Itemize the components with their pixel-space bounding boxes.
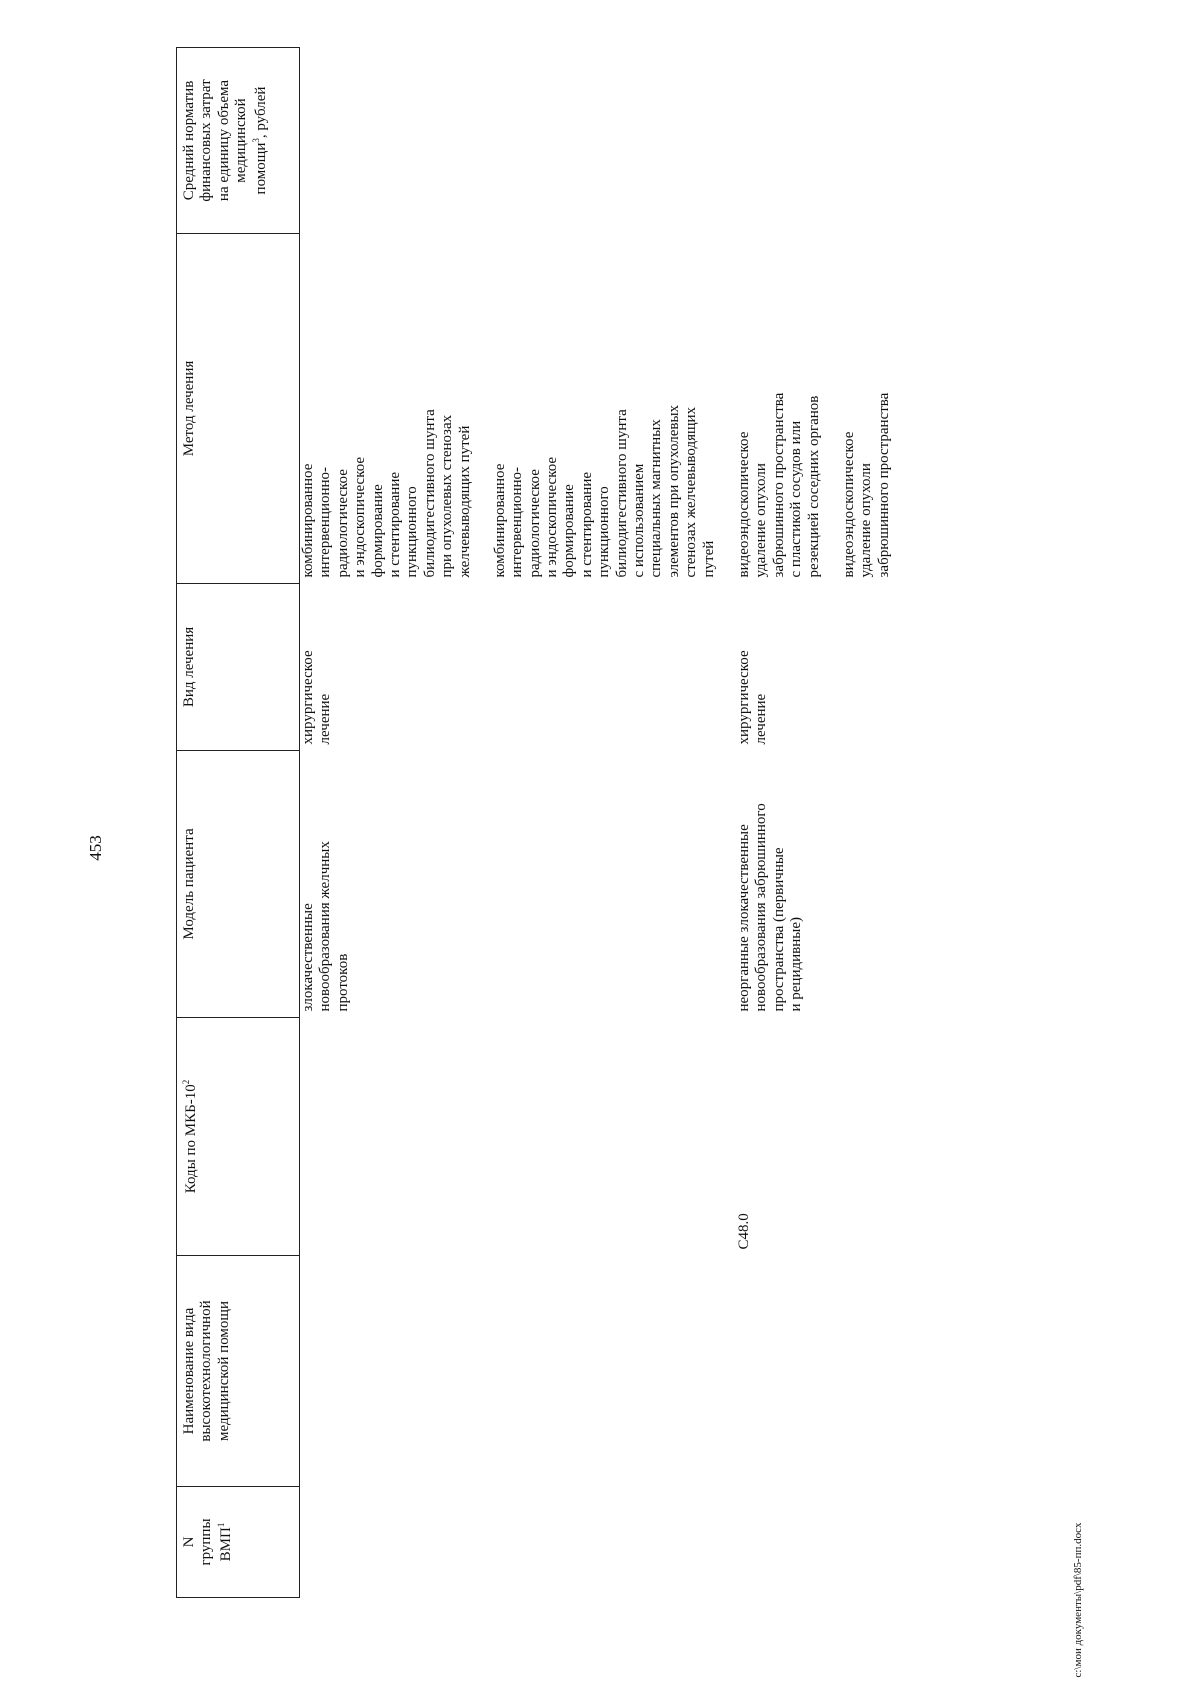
cell-name bbox=[736, 1256, 911, 1487]
header-group-no: N группы ВМП$^1$ bbox=[177, 1487, 300, 1598]
cell-codes bbox=[300, 1018, 736, 1256]
cell-model: неорганные злокачественные новообразования забрюшинного пространства (первичные и рецидивные) bbox=[735, 803, 805, 1012]
method-item: комбинированное интервенционно- радиологическое и эндоскопическое формирование и стентирование пункционного билиодигестивного шунта при опухолевых стенозах желчевыводящих путей bbox=[300, 409, 473, 578]
table-row bbox=[736, 48, 911, 1598]
table-header-row bbox=[177, 48, 300, 1598]
cell-type: хирургическое лечение bbox=[300, 650, 334, 745]
footer-file-path: c:\мои документы\pdf\85-пп.docx bbox=[1072, 1522, 1084, 1678]
cell-method bbox=[300, 234, 736, 584]
header-method: Метод лечения bbox=[177, 234, 300, 584]
method-item: видеоэндоскопическое удаление опухоли забрюшинного пространства с пластикой сосудов или резекцией соседних органов bbox=[735, 392, 822, 578]
header-codes: Коды по МКБ-$10^2$ bbox=[177, 1018, 300, 1256]
header-cost: Средний норматив финансовых затрат на единицу объема медицинской помощи$^3$, рублей bbox=[177, 48, 300, 234]
table-row bbox=[300, 48, 736, 1598]
cell-method bbox=[736, 234, 911, 584]
cell-group-no bbox=[736, 1487, 911, 1598]
cell-group-no bbox=[300, 1487, 736, 1598]
cell-type: хирургическое лечение bbox=[735, 650, 770, 745]
method-item: комбинированное интервенционно- радиологическое и эндоскопическое формирование и стентирование пункционного билиодигестивного шунта с использованием специальных магнитных элементов при опухолевых стенозах желчевыводящих путей bbox=[491, 404, 717, 578]
method-item: видеоэндоскопическое удаление опухоли забрюшинного пространства bbox=[840, 392, 892, 578]
header-type: Вид лечения bbox=[177, 584, 300, 751]
header-model: Модель пациента bbox=[177, 751, 300, 1018]
page-number: 453 bbox=[86, 835, 105, 861]
cell-cost bbox=[736, 48, 911, 234]
cell-cost bbox=[300, 48, 736, 234]
vmp-table bbox=[176, 47, 911, 1598]
rotated-table-container bbox=[176, 48, 1200, 1598]
cell-name bbox=[300, 1256, 736, 1487]
cell-model: злокачественные новообразования желчных протоков bbox=[300, 841, 351, 1012]
cell-codes: C48.0 bbox=[735, 1213, 752, 1250]
header-name: Наименование вида высокотехнологичной медицинской помощи bbox=[177, 1256, 300, 1487]
